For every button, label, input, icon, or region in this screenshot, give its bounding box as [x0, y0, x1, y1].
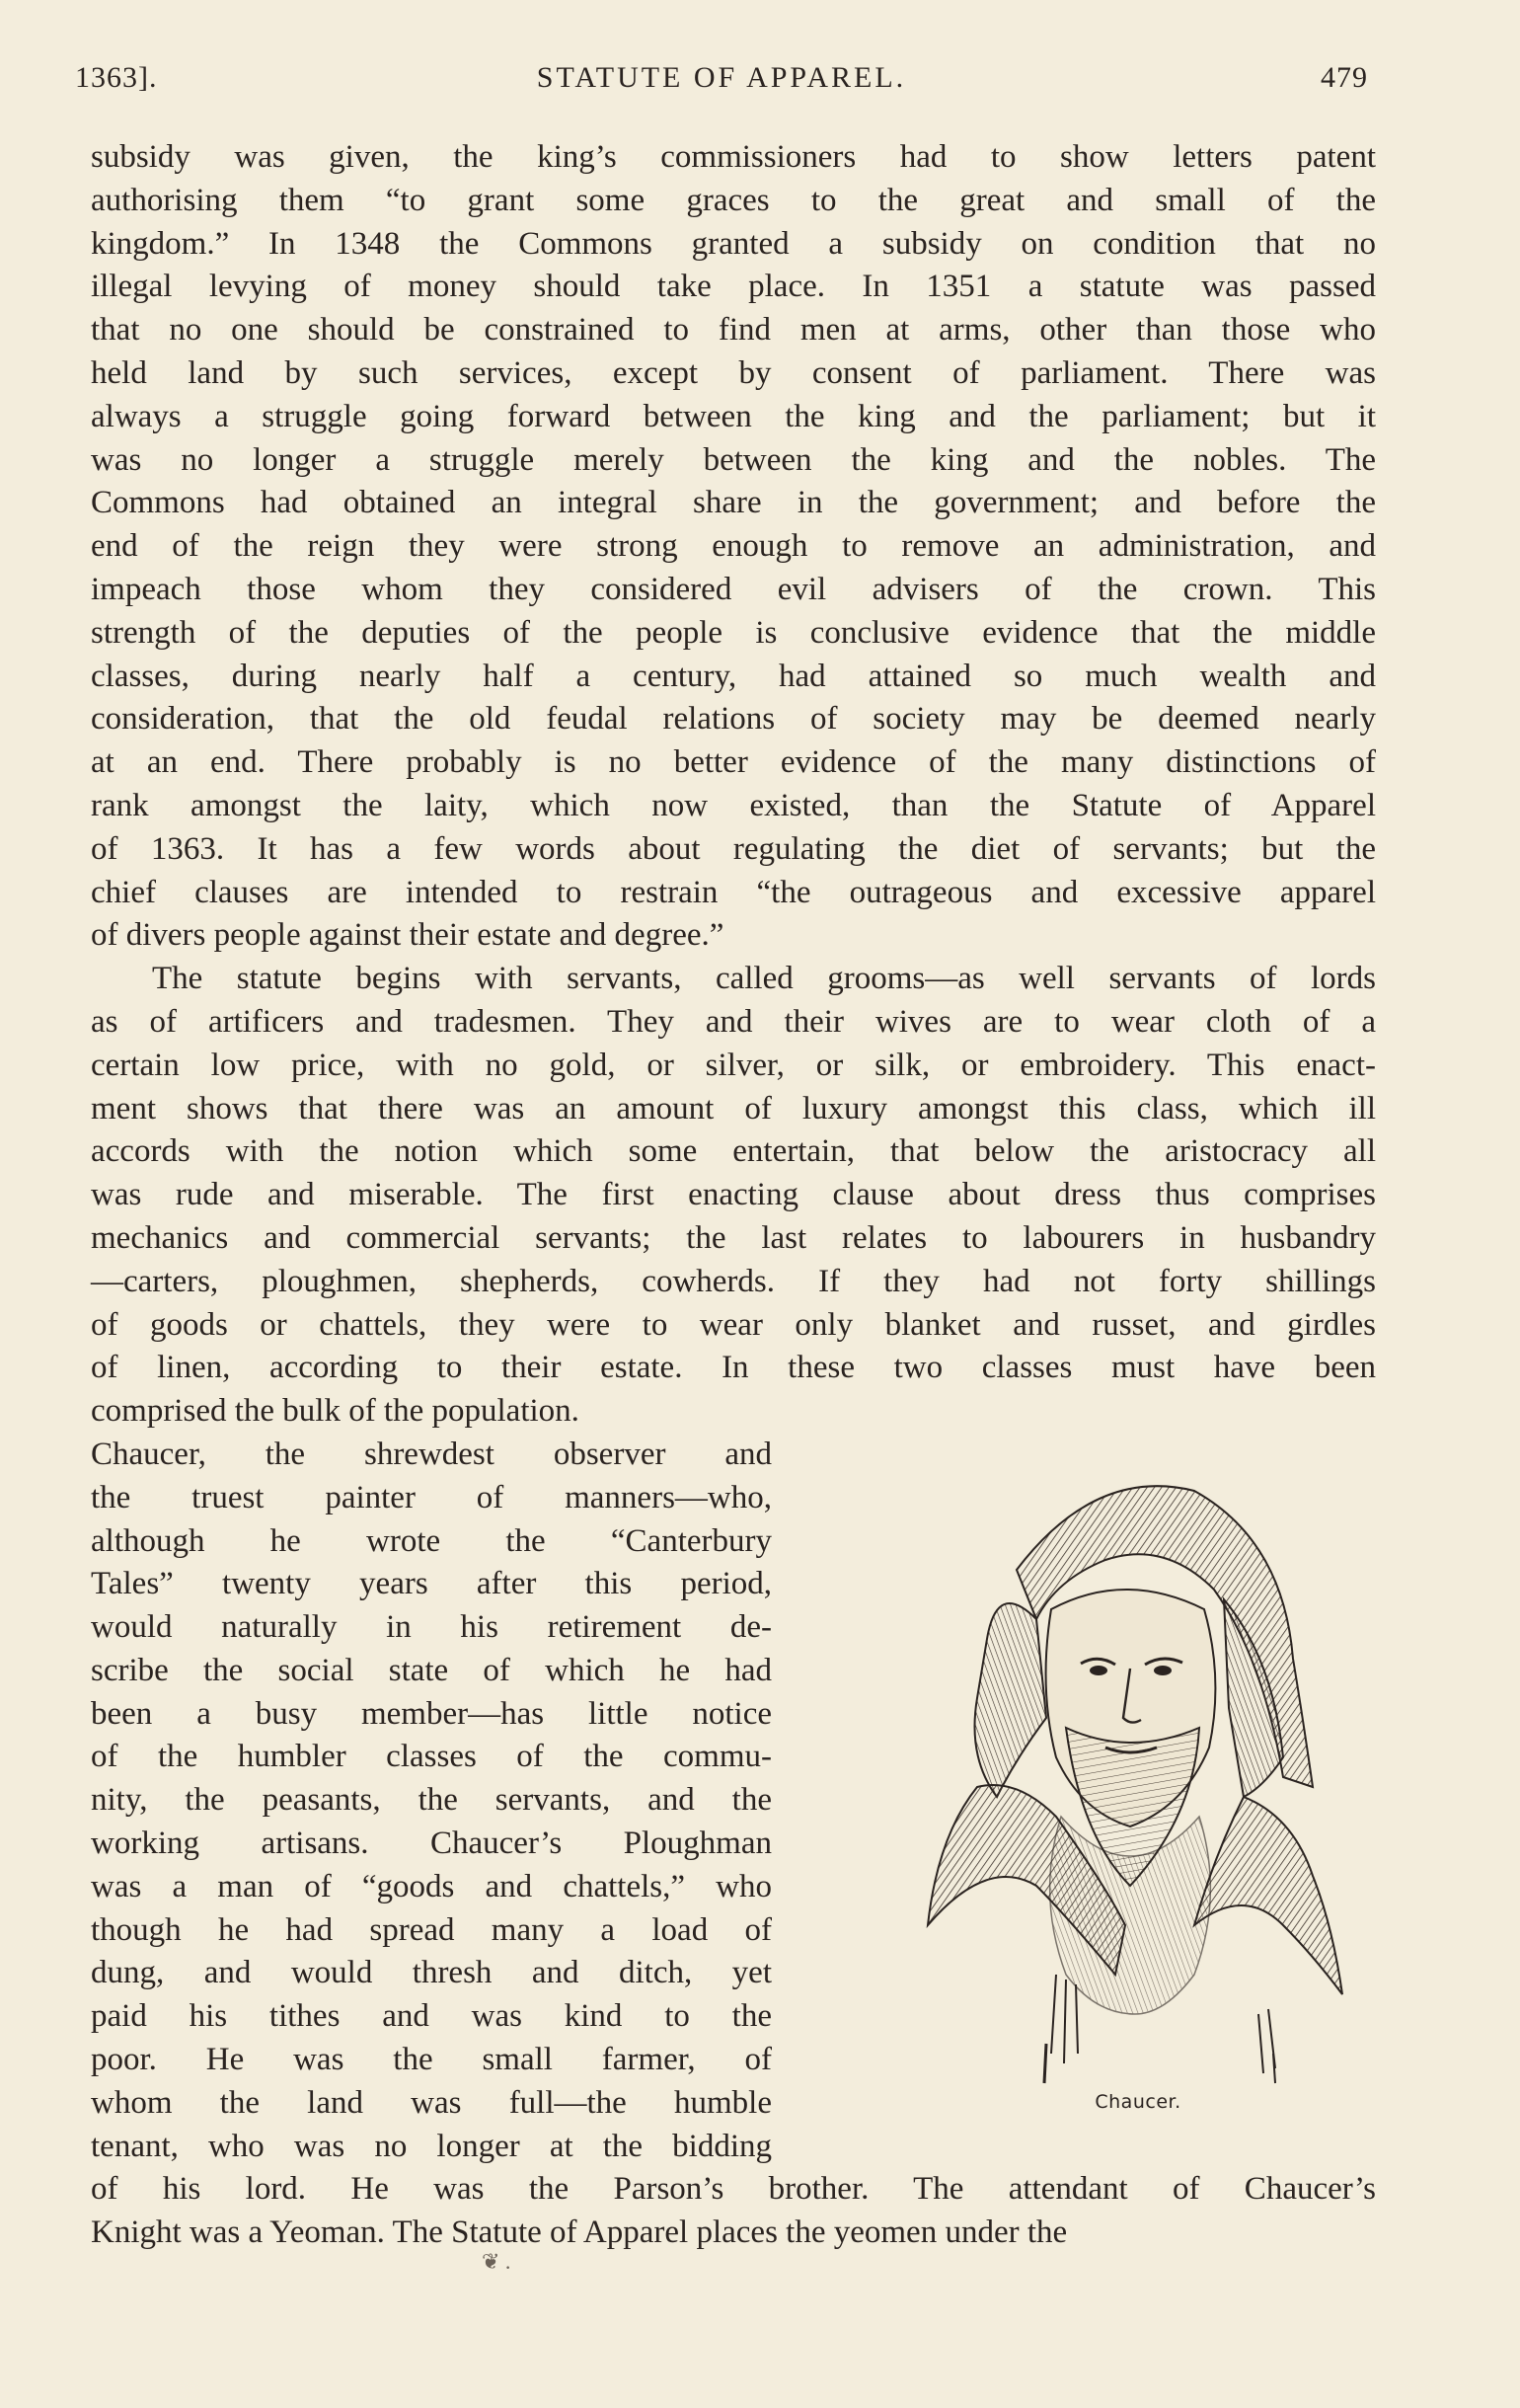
text-line: of his lord. He was the Parson’s brother. The attendant of Chaucer’s: [91, 2171, 1376, 2208]
text-line: The statute begins with servants, called grooms—as well servants of lords: [152, 961, 1376, 997]
portrait-illustration: [869, 1461, 1372, 2093]
printer-mark: ❦ .: [482, 2249, 511, 2274]
text-line: of 1363. It has a few words about regulating the diet of servants; but the: [91, 830, 1376, 867]
text-line: would naturally in his retirement de-: [91, 1609, 772, 1646]
chaucer-engraving: [869, 1461, 1372, 2093]
text-line: Commons had obtained an integral share in the government; and before the: [91, 485, 1376, 521]
text-line: whom the land was full—the humble: [91, 2084, 772, 2121]
text-line: paid his tithes and was kind to the: [91, 1998, 772, 2035]
running-header: [75, 61, 1368, 109]
text-line: consideration, that the old feudal relations of society may be deemed nearly: [91, 701, 1376, 738]
text-line: tenant, who was no longer at the bidding: [91, 2128, 772, 2164]
text-line: kingdom.” In 1348 the Commons granted a subsidy on condition that no: [91, 225, 1376, 262]
text-line: mechanics and commercial servants; the last relates to labourers in husbandry: [91, 1219, 1376, 1256]
text-line: as of artificers and tradesmen. They and their wives are to wear cloth of a: [91, 1003, 1376, 1040]
text-line: comprised the bulk of the population.: [91, 1393, 579, 1430]
text-line: at an end. There probably is no better evidence of the many distinctions of: [91, 744, 1376, 781]
text-line: was no longer a struggle merely between the king and the nobles. The: [91, 441, 1376, 478]
text-line: Chaucer, the shrewdest observer and: [91, 1436, 772, 1472]
text-line: of divers people against their estate and degree.”: [91, 917, 724, 954]
text-line: chief clauses are intended to restrain “the outrageous and excessive apparel: [91, 874, 1376, 910]
text-line: though he had spread many a load of: [91, 1911, 772, 1948]
text-line: subsidy was given, the king’s commissioners had to show letters patent: [91, 139, 1376, 175]
text-line: ment shows that there was an amount of luxury amongst this class, which ill: [91, 1090, 1376, 1126]
page-number: 479: [1321, 61, 1368, 94]
text-line: always a struggle going forward between the king and the parliament; but it: [91, 398, 1376, 434]
text-line: scribe the social state of which he had: [91, 1652, 772, 1688]
header-year: 1363].: [75, 61, 158, 94]
text-line: that no one should be constrained to find men at arms, other than those who: [91, 312, 1376, 349]
text-line: although he wrote the “Canterbury: [91, 1522, 772, 1559]
text-line: Tales” twenty years after this period,: [91, 1566, 772, 1602]
text-line: authorising them “to grant some graces to the great and small of the: [91, 182, 1376, 218]
text-line: of linen, according to their estate. In these two classes must have been: [91, 1350, 1376, 1386]
text-line: impeach those whom they considered evil advisers of the crown. This: [91, 571, 1376, 607]
text-line: accords with the notion which some entertain, that below the aristocracy all: [91, 1133, 1376, 1170]
text-line: classes, during nearly half a century, had attained so much wealth and: [91, 658, 1376, 694]
text-line: dung, and would thresh and ditch, yet: [91, 1955, 772, 1991]
text-line: held land by such services, except by consent of parliament. There was: [91, 354, 1376, 391]
text-line: poor. He was the small farmer, of: [91, 2042, 772, 2078]
text-line: illegal levying of money should take place. In 1351 a statute was passed: [91, 269, 1376, 305]
text-line: rank amongst the laity, which now existed, than the Statute of Apparel: [91, 787, 1376, 823]
text-line: was a man of “goods and chattels,” who: [91, 1868, 772, 1904]
text-line: the truest painter of manners—who,: [91, 1479, 772, 1515]
text-line: was rude and miserable. The first enacting clause about dress thus comprises: [91, 1177, 1376, 1213]
text-line: strength of the deputies of the people is conclusive evidence that the middle: [91, 614, 1376, 651]
text-line: —carters, ploughmen, shepherds, cowherds. If they had not forty shillings: [91, 1263, 1376, 1299]
text-line: nity, the peasants, the servants, and the: [91, 1782, 772, 1819]
text-line: end of the reign they were strong enough to remove an administration, and: [91, 528, 1376, 565]
figure-caption: Chaucer.: [1095, 2091, 1181, 2113]
text-line: working artisans. Chaucer’s Ploughman: [91, 1825, 772, 1862]
text-line: been a busy member—has little notice: [91, 1695, 772, 1732]
text-line: of goods or chattels, they were to wear only blanket and russet, and girdles: [91, 1306, 1376, 1343]
text-line: Knight was a Yeoman. The Statute of Apparel places the yeomen under the: [91, 2214, 1068, 2251]
text-line: of the humbler classes of the commu-: [91, 1739, 772, 1775]
text-line: certain low price, with no gold, or silver, or silk, or embroidery. This enact-: [91, 1047, 1376, 1083]
header-title: STATUTE OF APPAREL.: [536, 61, 907, 94]
